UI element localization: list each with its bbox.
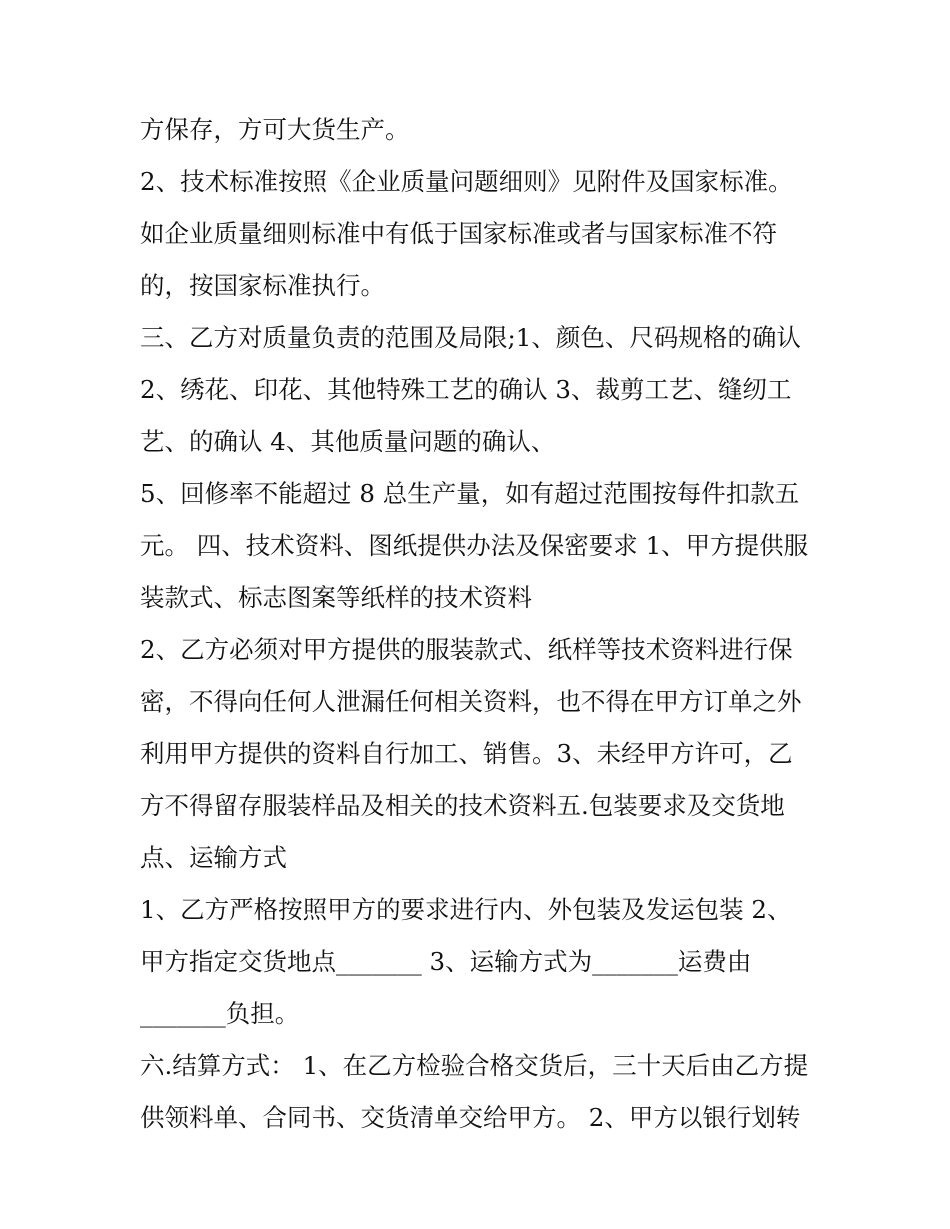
paragraph-line: 元。 四、技术资料、图纸提供办法及保密要求 1、甲方提供服 (140, 531, 809, 560)
paragraph-line: 2、技术标准按照《企业质量问题细则》见附件及国家标准。 (140, 167, 793, 196)
paragraph-line: 如企业质量细则标准中有低于国家标准或者与国家标准不符 (140, 219, 777, 248)
paragraph-line: 密，不得向任何人泄漏任何相关资料，也不得在甲方订单之外 (140, 687, 802, 716)
paragraph-line: 方保存，方可大货生产。 (140, 115, 410, 144)
paragraph-line: 5、回修率不能超过 8 总生产量，如有超过范围按每件扣款五 (140, 479, 800, 508)
paragraph-line: 装款式、标志图案等纸样的技术资料 (140, 583, 532, 612)
paragraph-line: 利用甲方提供的资料自行加工、销售。3、未经甲方许可，乙 (140, 739, 793, 768)
paragraph-line: 的，按国家标准执行。 (140, 271, 385, 300)
paragraph-line: 2、绣花、印花、其他特殊工艺的确认 3、裁剪工艺、缝纫工 (140, 375, 792, 404)
paragraph-line: 三、乙方对质量负责的范围及局限;1、颜色、尺码规格的确认 (140, 323, 801, 352)
paragraph-line: 供领料单、合同书、交货清单交给甲方。 2、甲方以银行划转 (140, 1103, 801, 1132)
paragraph-line: 艺、的确认 4、其他质量问题的确认、 (140, 427, 556, 456)
paragraph-line: 1、乙方严格按照甲方的要求进行内、外包装及发运包装 2、 (140, 895, 792, 924)
paragraph-line: 甲方指定交货地点_______ 3、运输方式为_______运费由 (140, 947, 752, 976)
paragraph-line: _______负担。 (140, 999, 300, 1028)
paragraph-line: 2、乙方必须对甲方提供的服装款式、纸样等技术资料进行保 (140, 635, 793, 664)
paragraph-line: 六.结算方式： 1、在乙方检验合格交货后，三十天后由乙方提 (140, 1051, 809, 1080)
paragraph-line: 点、运输方式 (140, 843, 287, 872)
paragraph-line: 方不得留存服装样品及相关的技术资料五.包装要求及交货地 (140, 791, 785, 820)
